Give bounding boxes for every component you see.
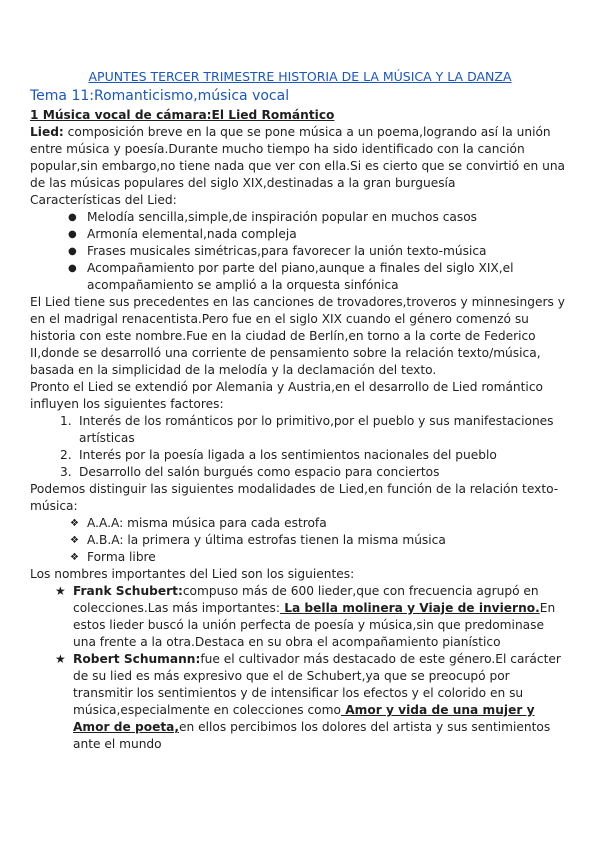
bullet-icon: ● bbox=[68, 212, 77, 223]
bullet-icon: ● bbox=[68, 263, 77, 274]
composer-works: La bella molinera y Viaje de invierno. bbox=[279, 601, 540, 615]
composer-text-continued: En estos lieder buscó la unión perfecta de poesía y música,sin que predominase una frente a la otra.Destaca en su obra el acompañamiento pianístico bbox=[73, 601, 556, 649]
list-item bbox=[30, 447, 570, 464]
composer-name: Robert Schumann: bbox=[73, 652, 201, 666]
diamond-icon: ❖ bbox=[70, 552, 79, 563]
factors-intro: Pronto el Lied se extendió por Alemania y Austria,en el desarrollo de Lied romántico influyen los siguientes factores: bbox=[30, 380, 543, 411]
list-item-text: Armonía elemental,nada compleja bbox=[87, 227, 297, 241]
composer-text: compuso más de 600 lieder,que con frecuencia agrupó en colecciones.Las más importantes: bbox=[73, 584, 539, 615]
diamond-icon: ❖ bbox=[70, 518, 79, 529]
list-item-text: Interés de los románticos por lo primitivo,por el pueblo y sus manifestaciones artísticas bbox=[79, 414, 554, 445]
composer-name: Frank Schubert: bbox=[73, 584, 183, 598]
lied-definition bbox=[30, 124, 570, 192]
star-icon: ★ bbox=[55, 652, 66, 666]
characteristics-list bbox=[30, 209, 570, 294]
list-item-text: A.B.A: la primera y última estrofas tienen la misma música bbox=[87, 533, 446, 547]
composer-text-continued: en ellos percibimos los dolores del artista y sus sentimientos ante el mundo bbox=[73, 720, 551, 751]
list-item bbox=[30, 226, 570, 243]
topic-heading: Tema 11:Romanticismo,música vocal bbox=[30, 88, 290, 104]
characteristics-heading: Características del Lied: bbox=[30, 193, 177, 207]
composer-works: Amor y vida de una mujer y Amor de poeta, bbox=[73, 703, 535, 734]
lied-term: Lied: bbox=[30, 125, 64, 139]
bullet-icon: ● bbox=[68, 229, 77, 240]
list-item-text: A.A.A: misma música para cada estrofa bbox=[87, 516, 327, 530]
precedents-paragraph: El Lied tiene sus precedentes en las canciones de trovadores,troveros y minnesingers y en el madrigal renacentista.Pero fue en el siglo XIX cuando el género comenzó su historia con este nombre.Fue en la ciudad de Berlín,en torno a la corte de Federico II,donde se desarrolló una corriente de pensamiento sobre la relación texto/música, basada en la simplicidad de la melodía y la declamación del texto. bbox=[30, 295, 565, 377]
list-number: 2. bbox=[60, 448, 72, 462]
bullet-icon: ● bbox=[68, 246, 77, 257]
list-item bbox=[30, 209, 570, 226]
list-number: 3. bbox=[60, 465, 72, 479]
list-item bbox=[30, 413, 570, 447]
section-heading: 1 Música vocal de cámara:El Lied Romántico bbox=[30, 108, 335, 122]
factors-list bbox=[30, 413, 570, 481]
list-item bbox=[30, 515, 570, 532]
list-item-text: Desarrollo del salón burgués como espacio para conciertos bbox=[79, 465, 440, 479]
lied-definition-text: composición breve en la que se pone música a un poema,logrando así la unión entre música y poesía.Durante mucho tiempo ha sido identificado con la canción popular,sin embargo,no tiene nada que ver con ella.Si es cierto que se convirtió en una de las músicas populares del siglo XIX,destinadas a la gran burguesía bbox=[30, 125, 566, 190]
list-number: 1. bbox=[60, 414, 72, 428]
list-item-text: Melodía sencilla,simple,de inspiración popular en muchos casos bbox=[87, 210, 478, 224]
modalities-intro: Podemos distinguir las siguientes modalidades de Lied,en función de la relación texto-música: bbox=[30, 482, 559, 513]
names-intro: Los nombres importantes del Lied son los siguientes: bbox=[30, 567, 355, 581]
composer-text: fue el cultivador más destacado de este género.El carácter de su lied es más expresivo que el de Schubert,ya que se preocupó por transmitir los sentimientos y de intensificar los efectos y el colorido en su música,especialmente en colecciones como bbox=[73, 652, 561, 717]
list-item-text: Acompañamiento por parte del piano,aunque a finales del siglo XIX,el acompañamiento se amplió a la orquesta sinfónica bbox=[87, 261, 514, 292]
star-icon: ★ bbox=[55, 584, 66, 598]
list-item-text: Interés por la poesía ligada a los sentimientos nacionales del pueblo bbox=[79, 448, 497, 462]
composer-item bbox=[30, 583, 570, 651]
diamond-icon: ❖ bbox=[70, 535, 79, 546]
list-item-text: Forma libre bbox=[87, 550, 156, 564]
document-title: APUNTES TERCER TRIMESTRE HISTORIA DE LA MÚSICA Y LA DANZA bbox=[88, 69, 512, 84]
list-item bbox=[30, 549, 570, 566]
composer-item bbox=[30, 651, 570, 753]
list-item bbox=[30, 532, 570, 549]
list-item bbox=[30, 464, 570, 481]
composers-list bbox=[30, 583, 570, 753]
list-item bbox=[30, 260, 570, 294]
list-item bbox=[30, 243, 570, 260]
modalities-list bbox=[30, 515, 570, 566]
document-page bbox=[30, 68, 570, 753]
list-item-text: Frases musicales simétricas,para favorecer la unión texto-música bbox=[87, 244, 487, 258]
